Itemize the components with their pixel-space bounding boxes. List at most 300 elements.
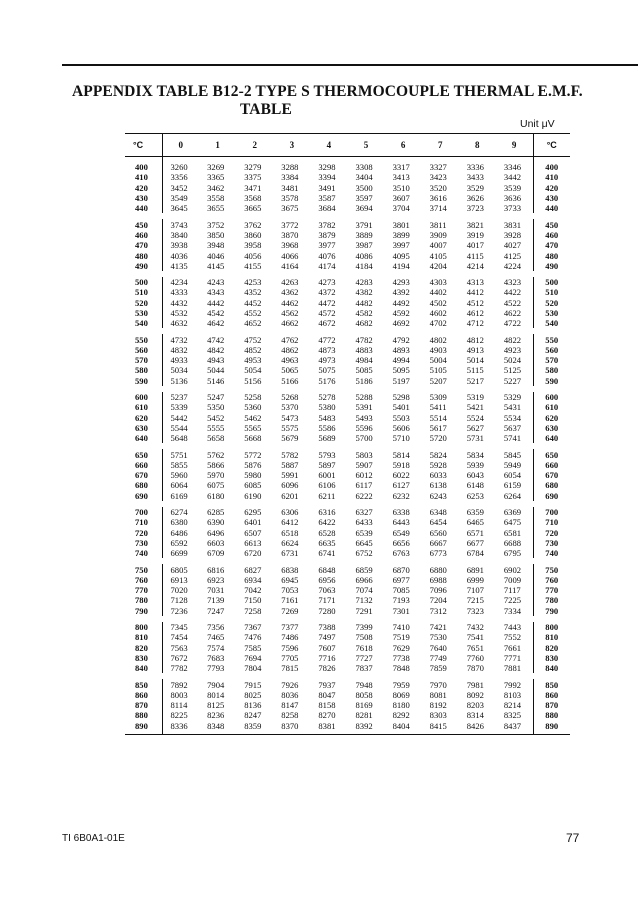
emf-value-cell: 7530 (429, 632, 447, 643)
emf-value-cell: 6720 (244, 548, 262, 559)
emf-value-cell: 3327 (429, 162, 447, 173)
row-degc-left: 540 (125, 318, 162, 328)
emf-value-cell: 3675 (281, 203, 299, 214)
header-col: 4 (310, 134, 347, 157)
emf-value-cell: 4392 (392, 287, 410, 298)
emf-value-cell: 6507 (244, 527, 262, 538)
row-degc-right: 830 (533, 653, 570, 663)
emf-value-cell: 6412 (281, 517, 299, 528)
emf-value-cell: 3298 (318, 162, 336, 173)
row-degc-right: 400 (533, 157, 570, 173)
header-col: 8 (459, 134, 496, 157)
emf-value-cell: 4214 (466, 260, 484, 271)
row-degc-right: 610 (533, 402, 570, 412)
table-row (125, 308, 570, 318)
emf-value-cell: 3636 (503, 193, 522, 204)
emf-value-cell: 4343 (207, 287, 225, 298)
row-degc-right: 790 (533, 606, 570, 616)
emf-value-cell: 4893 (392, 344, 410, 355)
emf-value-cell: 4472 (318, 297, 336, 308)
emf-value-cell: 4542 (207, 308, 225, 318)
emf-value-cell: 5845 (503, 449, 522, 460)
emf-value-cell: 5085 (355, 365, 373, 376)
emf-value-cell: 8203 (466, 700, 484, 711)
table-row (125, 413, 570, 423)
emf-value-cell: 5024 (503, 355, 522, 366)
row-degc-right: 660 (533, 460, 570, 470)
emf-value-cell: 7881 (503, 663, 522, 674)
emf-value-cell: 5991 (281, 470, 299, 481)
row-degc-right: 480 (533, 250, 570, 260)
emf-value-cell: 4973 (318, 355, 336, 366)
table-row (125, 423, 570, 433)
emf-value-cell: 5442 (170, 412, 188, 423)
emf-value-cell: 7291 (355, 605, 373, 616)
emf-value-cell: 3684 (318, 203, 336, 214)
emf-value-cell: 5095 (392, 365, 410, 376)
emf-value-cell: 6211 (318, 490, 336, 501)
emf-value-cell: 6677 (466, 537, 484, 548)
row-degc-left: 460 (125, 230, 162, 240)
emf-value-cell: 3948 (207, 240, 225, 251)
emf-value-cell: 8370 (273, 721, 310, 735)
emf-value-cell: 6306 (281, 507, 299, 518)
emf-value-cell: 7486 (281, 632, 299, 643)
table-row (125, 318, 570, 328)
emf-value-cell: 7443 (503, 622, 522, 633)
emf-value-cell: 3723 (466, 203, 484, 214)
emf-value-cell: 7367 (244, 622, 262, 633)
table-row (125, 700, 570, 710)
emf-value-cell: 4066 (281, 250, 299, 261)
row-degc-right: 420 (533, 183, 570, 193)
emf-value-cell: 5207 (429, 375, 447, 386)
emf-value-cell: 6054 (503, 470, 522, 481)
row-degc-left: 890 (125, 721, 162, 735)
emf-value-cell: 6390 (207, 517, 225, 528)
row-degc-left: 680 (125, 480, 162, 490)
header-row (125, 134, 570, 157)
emf-value-cell: 3365 (207, 172, 225, 183)
emf-value-cell: 5176 (318, 375, 336, 386)
emf-value-cell: 6285 (207, 507, 225, 518)
row-degc-right: 450 (533, 219, 570, 229)
emf-value-cell: 8415 (422, 721, 459, 735)
table-row (125, 193, 570, 203)
emf-value-cell: 4036 (170, 250, 188, 261)
emf-value-cell: 7334 (503, 605, 522, 616)
emf-value-cell: 3260 (170, 162, 188, 173)
emf-value-cell: 7948 (355, 679, 373, 690)
emf-value-cell: 4953 (244, 355, 262, 366)
row-degc-right: 500 (533, 277, 570, 287)
emf-value-cell: 5156 (244, 375, 262, 386)
emf-value-cell: 3520 (429, 182, 447, 193)
emf-value-cell: 3404 (355, 172, 373, 183)
emf-value-cell: 6624 (281, 537, 299, 548)
emf-value-cell: 6848 (318, 564, 336, 575)
emf-value-cell: 6902 (503, 564, 522, 575)
emf-value-cell: 4462 (281, 297, 299, 308)
emf-value-cell: 4402 (429, 287, 447, 298)
row-degc-right: 590 (533, 376, 570, 386)
emf-value-cell: 3694 (355, 203, 373, 214)
emf-value-cell: 7508 (355, 632, 373, 643)
emf-value-cell: 3317 (392, 162, 410, 173)
emf-value-cell: 7053 (281, 585, 299, 596)
emf-value-cell: 7563 (170, 642, 188, 653)
emf-value-cell: 3394 (318, 172, 336, 183)
emf-value-cell: 7258 (244, 605, 262, 616)
emf-value-cell: 3607 (392, 193, 410, 204)
emf-value-cell: 4802 (429, 334, 447, 345)
emf-value-cell: 4903 (429, 344, 447, 355)
top-rule (62, 64, 638, 66)
emf-value-cell: 5360 (244, 402, 262, 413)
emf-value-cell: 7410 (392, 622, 410, 633)
emf-value-cell: 5834 (466, 449, 484, 460)
emf-value-cell: 6033 (429, 470, 447, 481)
row-degc-left: 500 (125, 277, 162, 287)
row-degc-left: 620 (125, 413, 162, 423)
emf-value-cell: 3423 (429, 172, 447, 183)
table-row (125, 507, 570, 517)
emf-value-cell: 4722 (503, 318, 522, 329)
emf-value-cell: 5814 (392, 449, 410, 460)
emf-value-cell: 5186 (355, 375, 373, 386)
row-degc-right: 520 (533, 298, 570, 308)
emf-value-cell: 6253 (466, 490, 484, 501)
emf-value-cell: 7661 (503, 642, 522, 653)
emf-value-cell: 4007 (429, 240, 447, 251)
emf-value-cell: 6741 (318, 548, 336, 559)
emf-value-cell: 5918 (392, 459, 410, 470)
emf-value-cell: 3791 (355, 219, 373, 230)
emf-value-cell: 6827 (244, 564, 262, 575)
emf-value-cell: 4105 (429, 250, 447, 261)
emf-value-cell: 6433 (355, 517, 373, 528)
row-degc-left: 430 (125, 193, 162, 203)
row-degc-right: 600 (533, 392, 570, 402)
emf-value-cell: 4155 (244, 260, 262, 271)
table-row (125, 277, 570, 287)
emf-value-cell: 7607 (318, 642, 336, 653)
emf-value-cell: 6348 (429, 507, 447, 518)
row-degc-right: 750 (533, 564, 570, 574)
emf-value-cell: 7815 (281, 663, 299, 674)
row-degc-right: 640 (533, 433, 570, 443)
emf-value-cell: 4812 (466, 334, 484, 345)
emf-value-cell: 8147 (281, 700, 299, 711)
row-degc-left: 800 (125, 622, 162, 632)
emf-value-cell: 5197 (392, 375, 410, 386)
emf-value-cell: 5421 (466, 402, 484, 413)
row-degc-left: 400 (125, 157, 162, 173)
emf-value-cell: 7981 (466, 679, 484, 690)
emf-value-cell: 7760 (466, 652, 484, 663)
emf-value-cell: 4253 (244, 277, 262, 288)
emf-value-cell: 7096 (429, 585, 447, 596)
emf-value-cell: 5319 (466, 392, 484, 403)
emf-value-cell: 8404 (385, 721, 422, 735)
row-degc-right: 670 (533, 470, 570, 480)
emf-value-cell: 3269 (207, 162, 225, 173)
table-row (125, 470, 570, 480)
emf-value-cell: 6923 (207, 574, 225, 585)
emf-value-cell: 5493 (355, 412, 373, 423)
emf-value-cell: 4442 (207, 297, 225, 308)
row-degc-left: 740 (125, 548, 162, 558)
emf-value-cell: 7020 (170, 585, 188, 596)
emf-value-cell: 4145 (207, 260, 225, 271)
row-degc-right: 410 (533, 172, 570, 182)
emf-value-cell: 6243 (429, 490, 447, 501)
emf-value-cell: 6475 (503, 517, 522, 528)
emf-value-cell: 4184 (355, 260, 373, 271)
emf-value-cell: 4174 (318, 260, 336, 271)
emf-value-cell: 4362 (281, 287, 299, 298)
emf-value-cell: 4303 (429, 277, 447, 288)
emf-value-cell: 8025 (244, 689, 262, 700)
emf-value-cell: 4017 (466, 240, 484, 251)
table-row (125, 663, 570, 673)
emf-value-cell: 6635 (318, 537, 336, 548)
emf-value-cell: 3919 (466, 229, 484, 240)
emf-value-cell: 6159 (503, 480, 522, 491)
emf-value-cell: 7915 (244, 679, 262, 690)
emf-value-cell: 6022 (392, 470, 410, 481)
emf-value-cell: 7009 (503, 574, 522, 585)
row-degc-left: 760 (125, 575, 162, 585)
emf-value-cell: 6064 (170, 480, 188, 491)
emf-value-cell: 6295 (244, 507, 262, 518)
row-degc-left: 820 (125, 642, 162, 652)
emf-value-cell: 7870 (466, 663, 484, 674)
emf-value-cell: 5586 (318, 422, 336, 433)
row-degc-left: 640 (125, 433, 162, 443)
row-degc-right: 860 (533, 690, 570, 700)
emf-value-cell: 5350 (207, 402, 225, 413)
row-degc-right: 510 (533, 287, 570, 297)
emf-value-cell: 4492 (392, 297, 410, 308)
emf-value-cell: 5217 (466, 375, 484, 386)
emf-value-cell: 6859 (355, 564, 373, 575)
row-degc-right: 850 (533, 679, 570, 689)
table-row (125, 595, 570, 605)
emf-value-cell: 3879 (318, 229, 336, 240)
emf-value-cell: 4702 (429, 318, 447, 329)
page-title (72, 83, 592, 119)
emf-value-cell: 5401 (392, 402, 410, 413)
emf-value-cell: 7161 (281, 595, 299, 606)
emf-value-cell: 7519 (392, 632, 410, 643)
emf-value-cell: 7497 (318, 632, 336, 643)
row-degc-right: 720 (533, 528, 570, 538)
emf-value-cell: 5596 (355, 422, 373, 433)
emf-value-cell: 6369 (503, 507, 522, 518)
emf-value-cell: 5679 (281, 433, 299, 444)
table-row (125, 606, 570, 616)
emf-value-cell: 8270 (318, 710, 336, 721)
emf-value-cell: 6805 (170, 564, 188, 575)
emf-value-cell: 7421 (429, 622, 447, 633)
emf-value-cell: 6581 (503, 527, 522, 538)
emf-value-cell: 6127 (392, 480, 410, 491)
emf-value-cell: 5555 (207, 422, 225, 433)
emf-value-cell: 8314 (466, 710, 484, 721)
table-row (125, 230, 570, 240)
emf-value-cell: 6645 (355, 537, 373, 548)
emf-value-cell: 4532 (170, 308, 188, 318)
emf-value-cell: 6422 (318, 517, 336, 528)
emf-value-cell: 5237 (170, 392, 188, 403)
emf-value-cell: 6977 (392, 574, 410, 585)
header-col: 9 (496, 134, 533, 157)
emf-value-cell: 3346 (503, 162, 522, 173)
emf-value-cell: 8292 (392, 710, 410, 721)
row-degc-right: 550 (533, 334, 570, 344)
row-degc-right: 760 (533, 575, 570, 585)
emf-value-cell: 7171 (318, 595, 336, 606)
emf-value-cell: 4762 (281, 334, 299, 345)
emf-value-cell: 3968 (281, 240, 299, 251)
emf-value-cell: 7301 (392, 605, 410, 616)
row-degc-right: 740 (533, 548, 570, 558)
emf-value-cell: 5627 (466, 422, 484, 433)
table-row (125, 585, 570, 595)
emf-value-cell: 4482 (355, 297, 373, 308)
emf-value-cell: 6316 (318, 507, 336, 518)
emf-value-cell: 3997 (392, 240, 410, 251)
table-row (125, 679, 570, 689)
row-degc-right: 650 (533, 449, 570, 459)
emf-value-cell: 7063 (318, 585, 336, 596)
emf-value-cell: 6966 (355, 574, 373, 585)
table-row (125, 690, 570, 700)
emf-value-cell: 7377 (281, 622, 299, 633)
emf-value-cell: 4852 (244, 344, 262, 355)
emf-value-cell: 5887 (281, 459, 299, 470)
emf-value-cell: 4652 (244, 318, 262, 329)
emf-value-cell: 3539 (503, 182, 522, 193)
emf-value-cell: 7345 (170, 622, 188, 633)
emf-value-cell: 7042 (244, 585, 262, 596)
emf-value-cell: 3433 (466, 172, 484, 183)
emf-value-cell: 3356 (170, 172, 188, 183)
emf-value-cell: 4412 (466, 287, 484, 298)
emf-value-cell: 4832 (170, 344, 188, 355)
emf-value-cell: 7926 (281, 679, 299, 690)
emf-value-cell: 5720 (429, 433, 447, 444)
emf-value-cell: 4086 (355, 250, 373, 261)
emf-value-cell: 4313 (466, 277, 484, 288)
row-degc-left: 570 (125, 355, 162, 365)
emf-value-cell: 8081 (429, 689, 447, 700)
row-degc-left: 660 (125, 460, 162, 470)
emf-value-cell: 3413 (392, 172, 410, 183)
row-degc-left: 550 (125, 334, 162, 344)
emf-value-cell: 5575 (281, 422, 299, 433)
table-row (125, 710, 570, 720)
emf-value-cell: 5793 (318, 449, 336, 460)
emf-value-cell: 3889 (355, 229, 373, 240)
emf-value-cell: 8192 (429, 700, 447, 711)
emf-value-cell: 7465 (207, 632, 225, 643)
emf-value-cell: 5514 (429, 412, 447, 423)
emf-value-cell: 5876 (244, 459, 262, 470)
table-row (125, 480, 570, 490)
emf-value-cell: 5907 (355, 459, 373, 470)
emf-value-cell: 3655 (207, 203, 225, 214)
emf-value-cell: 4602 (429, 308, 447, 318)
emf-value-cell: 5166 (281, 375, 299, 386)
table-row (125, 491, 570, 501)
header-degc-right: °C (533, 134, 570, 157)
emf-value-cell: 6148 (466, 480, 484, 491)
table-row (125, 240, 570, 250)
header-col: 7 (422, 134, 459, 157)
table-header (125, 134, 570, 157)
emf-value-cell: 4243 (207, 277, 225, 288)
row-degc-right: 800 (533, 622, 570, 632)
emf-value-cell: 6232 (392, 490, 410, 501)
row-degc-left: 730 (125, 538, 162, 548)
row-degc-right: 680 (533, 480, 570, 490)
emf-value-cell: 6043 (466, 470, 484, 481)
title-line-1: APPENDIX TABLE B12-2 TYPE S THERMOCOUPLE THERMAL E.M.F. (72, 83, 583, 100)
emf-value-cell: 7848 (392, 663, 410, 674)
emf-value-cell: 5065 (281, 365, 299, 376)
row-degc-left: 420 (125, 183, 162, 193)
emf-value-cell: 6891 (466, 564, 484, 575)
emf-value-cell: 4323 (503, 277, 522, 288)
emf-value-cell: 5034 (170, 365, 188, 376)
row-degc-left: 560 (125, 345, 162, 355)
emf-value-cell: 6012 (355, 470, 373, 481)
emf-value-cell: 4164 (281, 260, 299, 271)
table-row (125, 183, 570, 193)
emf-value-cell: 4422 (503, 287, 522, 298)
emf-value-cell: 5339 (170, 402, 188, 413)
table-row (125, 376, 570, 386)
emf-value-cell: 4642 (207, 318, 225, 329)
emf-value-cell: 4923 (503, 344, 522, 355)
emf-value-cell: 5617 (429, 422, 447, 433)
emf-value-cell: 3375 (244, 172, 262, 183)
row-degc-right: 560 (533, 345, 570, 355)
emf-value-cell: 6465 (466, 517, 484, 528)
emf-value-cell: 5855 (170, 459, 188, 470)
emf-value-cell: 4552 (244, 308, 262, 318)
emf-value-cell: 4352 (244, 287, 262, 298)
emf-value-cell: 5710 (392, 433, 410, 444)
emf-value-cell: 6603 (207, 537, 225, 548)
emf-value-cell: 6380 (170, 517, 188, 528)
emf-value-cell: 3743 (170, 219, 188, 230)
emf-value-cell: 3821 (466, 219, 484, 230)
emf-value-cell: 6518 (281, 527, 299, 538)
emf-value-cell: 5700 (355, 433, 373, 444)
emf-value-cell: 4452 (244, 297, 262, 308)
emf-value-cell: 4095 (392, 250, 410, 261)
emf-value-cell: 7312 (429, 605, 447, 616)
emf-value-cell: 8180 (392, 700, 410, 711)
emf-value-cell: 7749 (429, 652, 447, 663)
emf-value-cell: 6913 (170, 574, 188, 585)
table-row (125, 287, 570, 297)
emf-value-cell: 7904 (207, 679, 225, 690)
row-degc-left: 860 (125, 690, 162, 700)
